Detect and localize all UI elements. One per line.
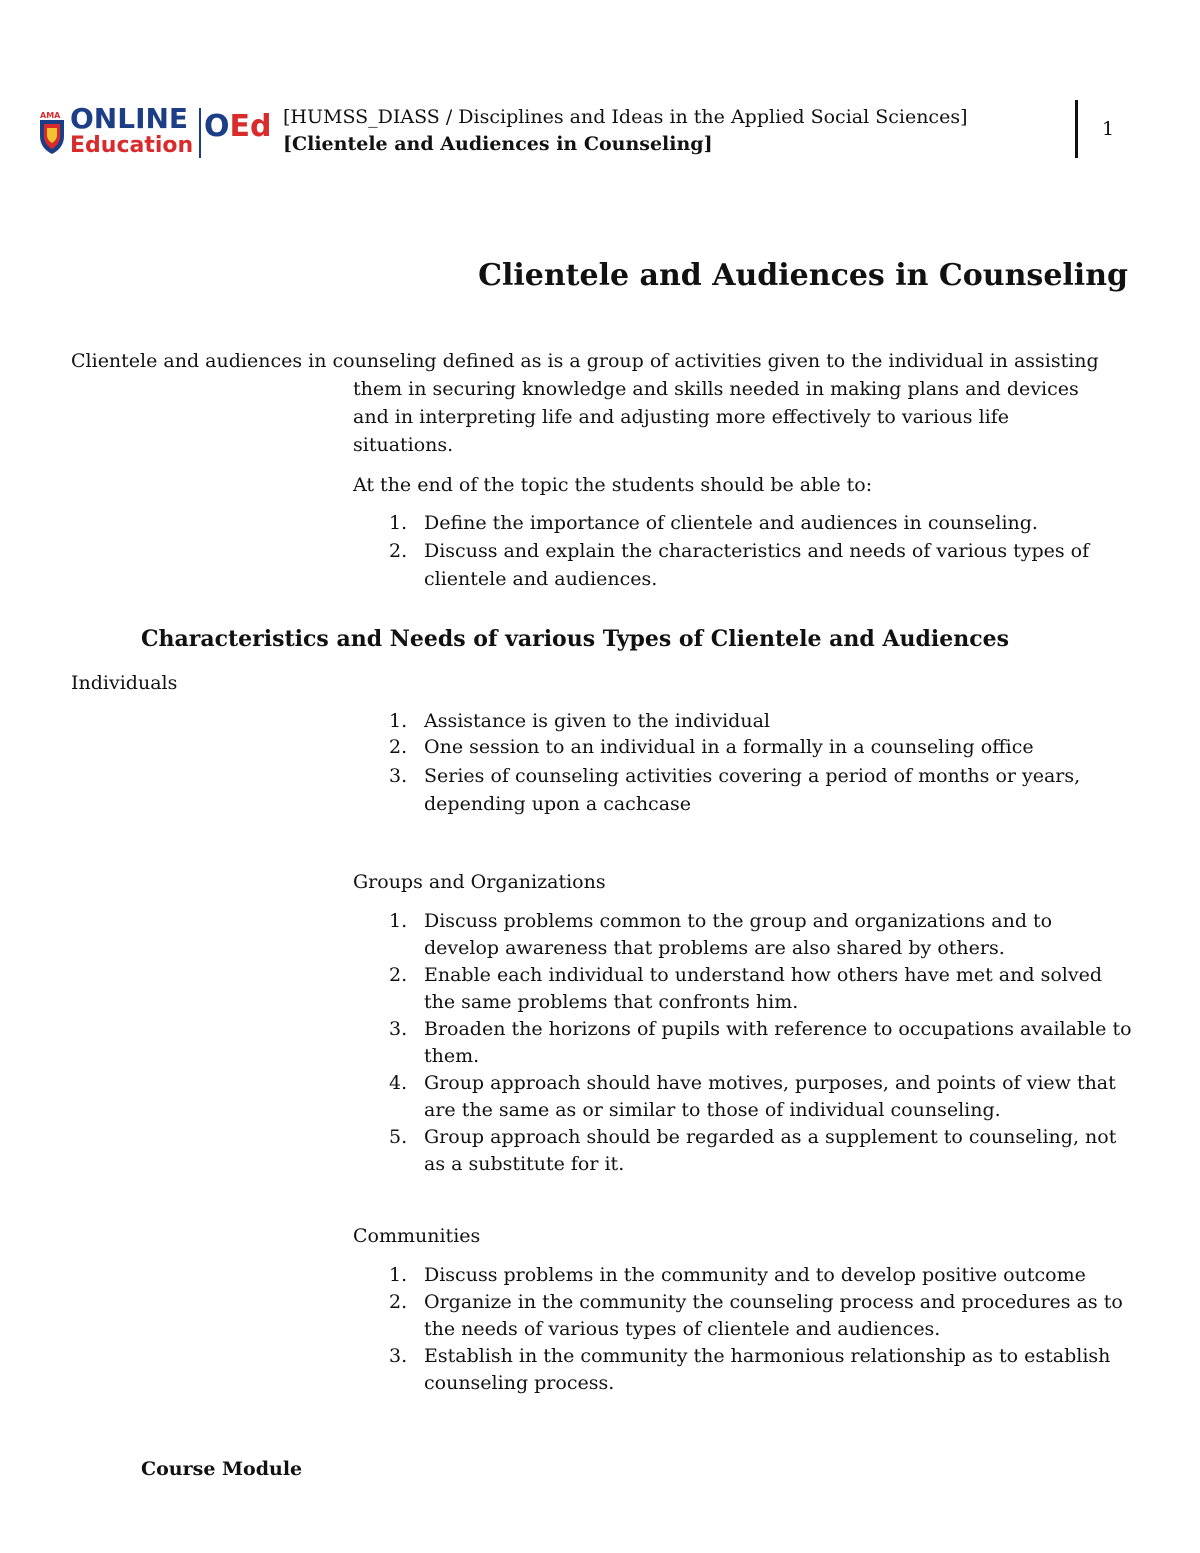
header-course-line: [HUMSS_DIASS / Disciplines and Ideas in the Applied Social Sciences] xyxy=(283,106,968,128)
list-item-text: Discuss and explain the characteristics and needs of various types of clientele and audiences. xyxy=(424,540,1090,590)
objectives-lead: At the end of the topic the students should be able to: xyxy=(353,474,873,496)
crest-icon xyxy=(37,110,67,156)
list-item: 5. Group approach should be regarded as a supplement to counseling, not as a substitute for it. xyxy=(389,1126,1117,1175)
list-item: 3. Establish in the community the harmonious relationship as to establish counseling process. xyxy=(389,1345,1111,1394)
svg-text:AMA: AMA xyxy=(40,111,61,120)
individuals-list xyxy=(353,708,1133,818)
list-item: 4. Group approach should have motives, purposes, and points of view that are the same as or similar to those of individual counseling. xyxy=(389,1072,1116,1121)
intro-first-line: Clientele and audiences in counseling defined as is a group of activities given to the individual in assisting xyxy=(71,350,1099,372)
list-item: 3. Series of counseling activities covering a period of months or years, depending upon a cachcase xyxy=(389,765,1081,815)
footer-course-module: Course Module xyxy=(141,1458,303,1480)
logo-ed: Ed xyxy=(229,109,272,144)
list-item-text: Series of counseling activities covering a period of months or years, depending upon a cachcase xyxy=(424,765,1081,815)
list-item: 1. Discuss problems common to the group and organizations and to develop awareness that problems are also shared by others. xyxy=(389,910,1053,959)
list-item-text: Discuss problems common to the group and organizations and to develop awareness that problems are also shared by others. xyxy=(424,910,1053,959)
header-divider xyxy=(1075,100,1078,158)
logo-online-text: ONLINE xyxy=(70,102,189,135)
section-heading: Characteristics and Needs of various Types of Clientele and Audiences xyxy=(141,626,1009,652)
communities-list xyxy=(353,1262,1133,1397)
intro-paragraph: them in securing knowledge and skills needed in making plans and devices and in interpreting life and adjusting more effectively to various life situations. xyxy=(353,378,1079,456)
list-item: 1. Discuss problems in the community and to develop positive outcome xyxy=(389,1264,1086,1286)
objectives-list xyxy=(353,509,1133,593)
logo-o: O xyxy=(204,109,230,144)
list-item: 1. Assistance is given to the individual xyxy=(389,710,770,732)
logo-oed xyxy=(204,110,271,144)
header-topic-line: [Clientele and Audiences in Counseling] xyxy=(283,133,713,155)
list-item: 1. Define the importance of clientele and audiences in counseling. xyxy=(389,512,1038,534)
list-item-text: Group approach should have motives, purposes, and points of view that are the same as or similar to those of individual counseling. xyxy=(424,1072,1116,1121)
list-item: 2. Enable each individual to understand how others have met and solved the same problems that confronts him. xyxy=(389,964,1102,1013)
list-item-text: One session to an individual in a formally in a counseling office xyxy=(424,736,1034,758)
list-item-text: Broaden the horizons of pupils with reference to occupations available to them. xyxy=(424,1018,1132,1067)
communities-heading: Communities xyxy=(353,1225,481,1247)
list-item: 2. One session to an individual in a formally in a counseling office xyxy=(389,736,1034,758)
individuals-heading: Individuals xyxy=(71,672,178,694)
groups-list xyxy=(353,908,1133,1178)
groups-heading: Groups and Organizations xyxy=(353,871,606,893)
list-item-text: Group approach should be regarded as a supplement to counseling, not as a substitute for it. xyxy=(424,1126,1117,1175)
logo-divider xyxy=(199,108,201,158)
page-number: 1 xyxy=(1102,118,1115,140)
list-item-text: Assistance is given to the individual xyxy=(424,710,770,732)
list-item-text: Enable each individual to understand how others have met and solved the same problems that confronts him. xyxy=(424,964,1102,1013)
list-item: 2. Discuss and explain the characteristics and needs of various types of clientele and audiences. xyxy=(389,540,1090,590)
logo-education-text: Education xyxy=(70,133,194,158)
list-item: 3. Broaden the horizons of pupils with reference to occupations available to them. xyxy=(389,1018,1132,1067)
page-title: Clientele and Audiences in Counseling xyxy=(478,258,1128,293)
list-item-text: Define the importance of clientele and audiences in counseling. xyxy=(424,512,1038,534)
list-item-text: Discuss problems in the community and to develop positive outcome xyxy=(424,1264,1086,1286)
list-item-text: Organize in the community the counseling process and procedures as to the needs of various types of clientele and audiences. xyxy=(424,1291,1123,1340)
list-item-text: Establish in the community the harmonious relationship as to establish counseling process. xyxy=(424,1345,1111,1394)
list-item: 2. Organize in the community the counseling process and procedures as to the needs of various types of clientele and audiences. xyxy=(389,1291,1123,1340)
